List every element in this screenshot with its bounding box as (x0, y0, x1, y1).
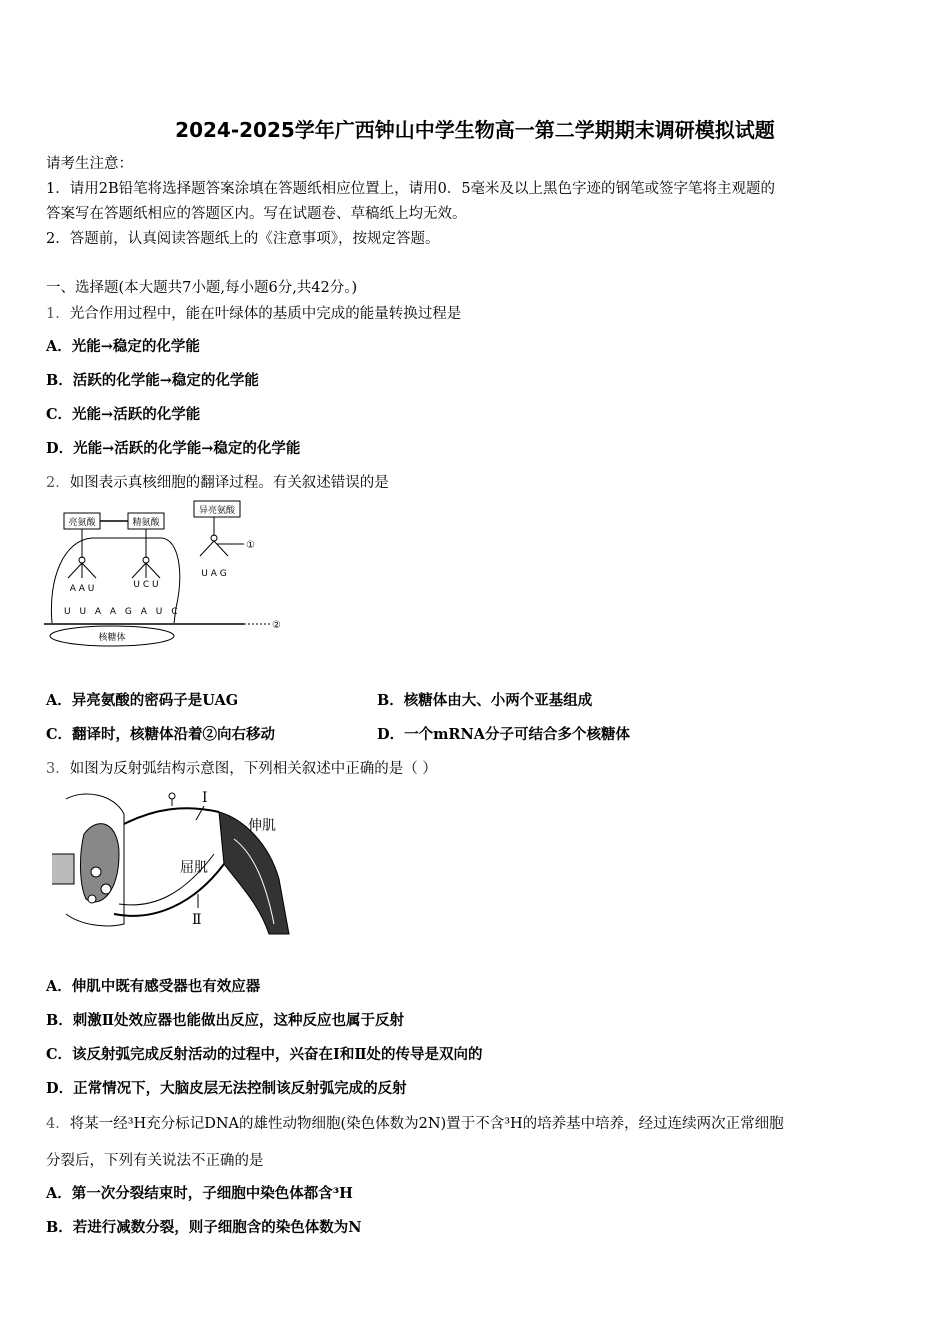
anticodon-1: A A U (69, 584, 95, 594)
question-2 (46, 471, 389, 492)
ribosome-label: 核糖体 (98, 633, 126, 643)
trna-1-arm (68, 563, 82, 578)
notice-line-2: 2．答题前，认真阅读答题纸上的《注意事项》，按规定答题。 (46, 231, 440, 247)
q3-option-c: C．该反射弧完成反射活动的过程中，兴奋在Ⅰ和Ⅱ处的传导是双向的 (46, 1046, 483, 1063)
q4-option-a: A．第一次分裂结束时，子细胞中染色体都含³H (46, 1185, 353, 1202)
question-text: 如图表示真核细胞的翻译过程。有关叙述错误的是 (69, 475, 389, 491)
q2-option-d: D．一个mRNA分子可结合多个核糖体 (377, 726, 630, 743)
amino-acid-label-2: 精氨酸 (132, 518, 160, 528)
q3-option-d: D．正常情况下，大脑皮层无法控制该反射弧完成的反射 (46, 1080, 407, 1097)
label-1: ① (246, 540, 255, 551)
trna-2-arm (132, 563, 146, 578)
question-text: 将某一经³H充分标记DNA的雄性动物细胞(染色体数为2N)置于不含³H的培养基中培养，经过连续两次正常细胞 (69, 1116, 784, 1132)
trna-3-arm (214, 541, 228, 556)
q2-option-c: C．翻译时，核糖体沿着②向右移动 (46, 726, 276, 743)
neuron-body (91, 867, 101, 877)
notice-line-1b: 答案写在答题纸相应的答题区内。写在试题卷、草稿纸上均无效。 (46, 206, 467, 222)
anticodon-3: U A G (201, 569, 227, 579)
q2-option-a: A．异亮氨酸的密码子是UAG (46, 692, 239, 709)
central-canal (52, 854, 74, 884)
q1-option-d: D．光能→活跃的化学能→稳定的化学能 (46, 440, 301, 457)
question-number: 4． (46, 1116, 70, 1132)
ganglion (169, 793, 175, 799)
neuron-body (101, 884, 111, 894)
q1-option-c: C．光能→活跃的化学能 (46, 406, 201, 423)
flexor-label: 屈肌 (180, 860, 208, 876)
afferent-nerve (124, 808, 219, 824)
q1-option-a: A．光能→稳定的化学能 (46, 338, 200, 355)
question-3 (46, 757, 437, 778)
amino-acid-label-3: 异亮氨酸 (198, 506, 236, 516)
amino-acid-label-1: 亮氨酸 (68, 518, 96, 528)
question-4 (46, 1112, 784, 1133)
question-text: 如图为反射弧结构示意图，下列相关叙述中正确的是（ ） (69, 761, 437, 777)
label-I: Ⅰ (202, 790, 208, 806)
question-text: 光合作用过程中，能在叶绿体的基质中完成的能量转换过程是 (69, 306, 462, 322)
trna-3-arm (200, 541, 214, 556)
q2-option-b: B．核糖体由大、小两个亚基组成 (377, 692, 593, 709)
label-II: Ⅱ (192, 912, 202, 928)
q3-option-a: A．伸肌中既有感受器也有效应器 (46, 978, 261, 995)
gray-matter (80, 824, 119, 902)
section-heading: 一、选择题(本大题共7小题,每小题6分,共42分。) (46, 280, 358, 296)
neuron-body (88, 895, 96, 903)
label-2: ② (272, 620, 281, 631)
page-title: 2024-2025学年广西钟山中学生物高一第二学期期末调研模拟试题 (175, 118, 775, 142)
mrna-bases: U U A A G A U C (64, 607, 178, 617)
anticodon-2: U C U (133, 580, 159, 590)
notice-heading: 请考生注意： (46, 156, 133, 172)
q1-option-b: B．活跃的化学能→稳定的化学能 (46, 372, 259, 389)
question-4-cont: 分裂后，下列有关说法不正确的是 (46, 1153, 264, 1169)
q4-option-b: B．若进行减数分裂，则子细胞含的染色体数为N (46, 1219, 362, 1236)
q3-option-b: B．刺激Ⅱ处效应器也能做出反应，这种反应也属于反射 (46, 1012, 404, 1029)
translation-figure (44, 498, 294, 658)
trna-2-arm (146, 563, 160, 578)
question-number: 2． (46, 475, 70, 491)
question-number: 3． (46, 761, 70, 777)
reflex-arc-figure (44, 784, 294, 944)
question-number: 1． (46, 306, 70, 322)
trna-1-arm (82, 563, 96, 578)
extensor-label: 伸肌 (248, 818, 276, 834)
notice-line-1: 1．请用2B铅笔将选择题答案涂填在答题纸相应位置上，请用0．5毫米及以上黑色字迹的钢笔或签字笔将主观题的 (46, 181, 776, 197)
question-1 (46, 302, 461, 323)
